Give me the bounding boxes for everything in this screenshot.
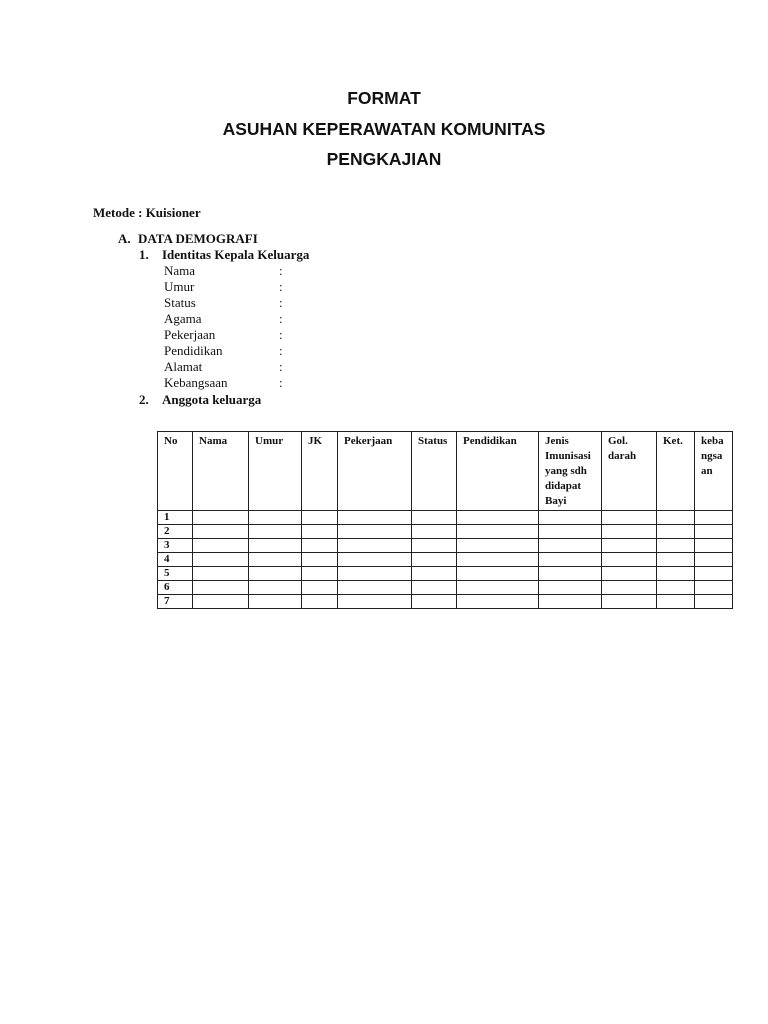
field-colon: : <box>279 343 283 358</box>
row-number: 7 <box>158 595 193 609</box>
col-header-no: No <box>158 432 193 511</box>
col-header-umur: Umur <box>249 432 302 511</box>
col-header-status: Status <box>412 432 457 511</box>
table-row <box>158 511 733 525</box>
field-kebangsaan <box>164 375 283 391</box>
field-colon: : <box>279 375 283 390</box>
field-label: Pendidikan <box>164 343 223 358</box>
anggota-number: 2. <box>139 392 149 407</box>
row-number: 5 <box>158 567 193 581</box>
field-label: Alamat <box>164 359 203 374</box>
field-alamat <box>164 359 283 375</box>
field-pekerjaan <box>164 327 283 343</box>
title-pengkajian: PENGKAJIAN <box>326 149 442 169</box>
anggota-heading <box>139 392 261 408</box>
section-a-marker: A. <box>118 231 131 246</box>
field-colon: : <box>279 359 283 374</box>
field-colon: : <box>279 295 283 310</box>
field-label: Nama <box>164 263 196 278</box>
table-row <box>158 525 733 539</box>
field-label: Status <box>164 295 196 310</box>
col-header-kebangsaan: kebangsaan <box>695 432 733 511</box>
table-row <box>158 595 733 609</box>
identitas-heading <box>139 247 309 263</box>
anggota-title: Anggota keluarga <box>162 392 262 407</box>
field-nama <box>164 263 283 279</box>
col-header-pekerjaan: Pekerjaan <box>338 432 412 511</box>
row-number: 6 <box>158 581 193 595</box>
field-label: Pekerjaan <box>164 327 216 342</box>
table-row <box>158 553 733 567</box>
field-label: Kebangsaan <box>164 375 228 390</box>
table-row <box>158 539 733 553</box>
title-format: FORMAT <box>347 88 421 108</box>
col-header-jenis-imunisasi: Jenis Imunisasi yang sdh didapat Bayi <box>539 432 602 511</box>
table-row <box>158 581 733 595</box>
row-number: 1 <box>158 511 193 525</box>
table-row <box>158 567 733 581</box>
field-colon: : <box>279 263 283 278</box>
section-a-title: DATA DEMOGRAFI <box>138 231 258 246</box>
field-pendidikan <box>164 343 283 359</box>
field-umur <box>164 279 283 295</box>
field-colon: : <box>279 279 283 294</box>
table-header-row <box>158 432 733 511</box>
field-status <box>164 295 283 311</box>
field-label: Agama <box>164 311 202 326</box>
field-colon: : <box>279 311 283 326</box>
col-header-jk: JK <box>302 432 338 511</box>
title-asuhan: ASUHAN KEPERAWATAN KOMUNITAS <box>222 119 546 139</box>
section-a-heading <box>118 231 258 247</box>
row-number: 2 <box>158 525 193 539</box>
field-colon: : <box>279 327 283 342</box>
col-header-pendidikan: Pendidikan <box>457 432 539 511</box>
identitas-number: 1. <box>139 247 149 262</box>
col-header-gol-darah: Gol. darah <box>602 432 657 511</box>
row-number: 3 <box>158 539 193 553</box>
field-label: Umur <box>164 279 195 294</box>
identitas-title: Identitas Kepala Keluarga <box>162 247 310 262</box>
field-agama <box>164 311 283 327</box>
metode-line: Metode : Kuisioner <box>93 205 201 220</box>
col-header-ket: Ket. <box>657 432 695 511</box>
anggota-keluarga-table <box>157 431 733 609</box>
col-header-nama: Nama <box>193 432 249 511</box>
row-number: 4 <box>158 553 193 567</box>
